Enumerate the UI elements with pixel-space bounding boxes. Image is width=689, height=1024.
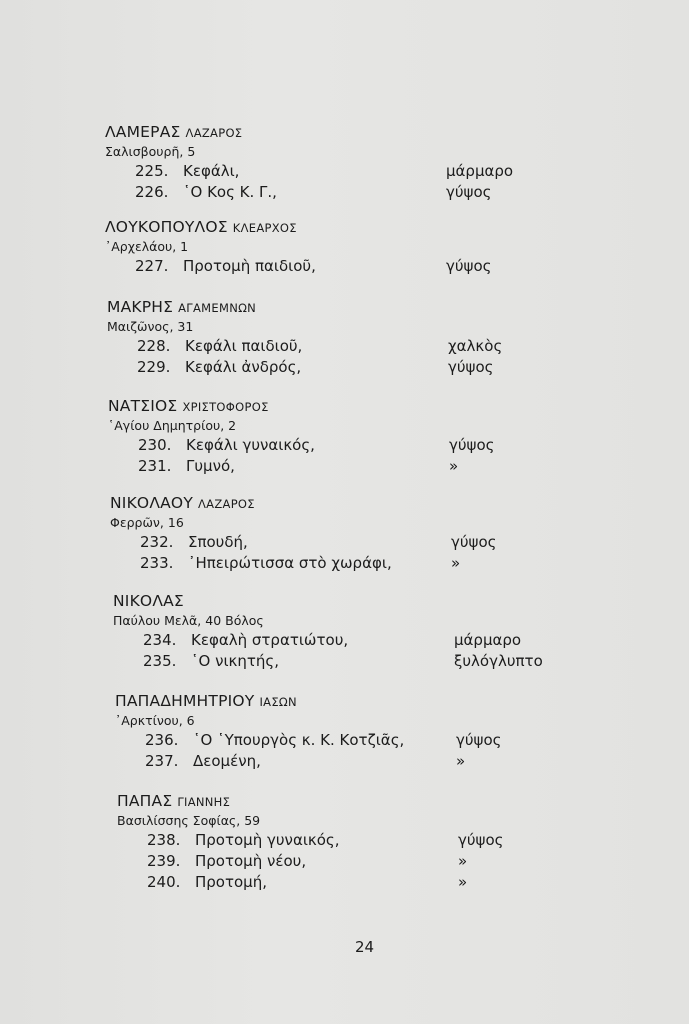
- artist-address: Φερρῶν, 16: [110, 515, 184, 530]
- artist-first-name: ΧΡΙΣΤΟΦΟΡΟΣ: [182, 400, 269, 414]
- artist-name: [105, 123, 585, 142]
- artist-surname: ΝΙΚΟΛΑΣ: [113, 592, 184, 610]
- artist-surname: ΝΙΚΟΛΑΟΥ: [110, 494, 194, 512]
- work-title: Γυμνό,: [186, 457, 235, 475]
- work-material: γύψος: [451, 533, 497, 551]
- artist-address: ᾿Αρχελάου, 1: [105, 239, 189, 254]
- catalog-entry: [117, 792, 597, 893]
- work-item: [115, 751, 595, 772]
- work-title: Κεφάλι γυναικός,: [186, 436, 315, 454]
- artist-name: [113, 592, 593, 611]
- artist-name: [115, 692, 595, 711]
- work-number: 235.: [143, 652, 177, 670]
- work-item: [108, 435, 588, 456]
- work-title: ῾Ο Κος Κ. Γ.,: [183, 183, 277, 201]
- work-material: μάρμαρο: [446, 162, 514, 180]
- work-item: [110, 532, 590, 553]
- catalog-entry: [105, 218, 585, 277]
- work-item: [113, 630, 593, 651]
- artist-address: Βασιλίσσης Σοφίας, 59: [117, 813, 261, 828]
- work-number: 230.: [138, 436, 172, 454]
- work-material: γύψος: [449, 436, 495, 454]
- artist-first-name: ΛΑΖΑΡΟΣ: [185, 126, 243, 140]
- work-number: 225.: [135, 162, 169, 180]
- artist-name: [117, 792, 597, 811]
- work-title: Δεομένη,: [193, 752, 261, 770]
- artist-surname: ΠΑΠΑΣ: [117, 792, 173, 810]
- work-number: 228.: [137, 337, 171, 355]
- work-material: »: [456, 752, 466, 770]
- artist-name: [105, 218, 585, 237]
- work-item: [105, 182, 585, 203]
- artist-surname: ΠΑΠΑΔΗΜΗΤΡΙΟΥ: [115, 692, 255, 710]
- work-number: 240.: [147, 873, 181, 891]
- artist-address: Μαιζῶνος, 31: [107, 319, 194, 334]
- work-title: ῾Ο ῾Υπουργὸς κ. Κ. Κοτζιᾶς,: [193, 731, 405, 749]
- work-item: [105, 161, 585, 182]
- catalog-entry: [107, 298, 587, 378]
- work-material: »: [458, 873, 468, 891]
- work-number: 234.: [143, 631, 177, 649]
- work-number: 238.: [147, 831, 181, 849]
- artist-surname: ΜΑΚΡΗΣ: [107, 298, 174, 316]
- work-number: 229.: [137, 358, 171, 376]
- work-title: Προτομὴ παιδιοῦ,: [183, 257, 316, 275]
- work-number: 236.: [145, 731, 179, 749]
- artist-name: [107, 298, 587, 317]
- work-item: [108, 456, 588, 477]
- work-item: [115, 730, 595, 751]
- artist-surname: ΝΑΤΣΙΟΣ: [108, 397, 178, 415]
- work-material: ξυλόγλυπτο: [454, 652, 543, 670]
- work-material: »: [458, 852, 468, 870]
- work-title: Κεφαλὴ στρατιώτου,: [191, 631, 349, 649]
- work-number: 239.: [147, 852, 181, 870]
- work-item: [113, 651, 593, 672]
- work-number: 231.: [138, 457, 172, 475]
- work-title: Προτομή,: [195, 873, 268, 891]
- work-number: 233.: [140, 554, 174, 572]
- work-material: »: [449, 457, 459, 475]
- work-number: 237.: [145, 752, 179, 770]
- artist-first-name: ΓΙΑΝΝΗΣ: [177, 795, 231, 809]
- work-title: ῾Ο νικητής,: [191, 652, 279, 670]
- work-item: [117, 851, 597, 872]
- page-number: 24: [355, 938, 375, 956]
- artist-address: Σαλισβουρῆ, 5: [105, 144, 196, 159]
- work-item: [117, 830, 597, 851]
- catalog-entry: [113, 592, 593, 672]
- work-item: [117, 872, 597, 893]
- work-number: 232.: [140, 533, 174, 551]
- work-item: [107, 336, 587, 357]
- work-material: γύψος: [446, 183, 492, 201]
- catalog-entry: [115, 692, 595, 772]
- artist-first-name: ΑΓΑΜΕΜΝΩΝ: [178, 301, 257, 315]
- work-material: χαλκὸς: [448, 337, 503, 355]
- work-item: [107, 357, 587, 378]
- work-number: 227.: [135, 257, 169, 275]
- work-number: 226.: [135, 183, 169, 201]
- artist-first-name: ΙΑΣΩΝ: [259, 695, 297, 709]
- catalog-entry: [108, 397, 588, 477]
- work-material: γύψος: [456, 731, 502, 749]
- artist-address: ᾿Αρκτίνου, 6: [115, 713, 195, 728]
- artist-surname: ΛΑΜΕΡΑΣ: [105, 123, 181, 141]
- work-material: γύψος: [448, 358, 494, 376]
- work-title: Προτομὴ νέου,: [195, 852, 307, 870]
- artist-address: Παύλου Μελᾶ, 40 Βόλος: [113, 613, 264, 628]
- artist-first-name: ΛΑΖΑΡΟΣ: [198, 497, 255, 511]
- work-title: Σπουδή,: [188, 533, 248, 551]
- artist-first-name: ΚΛΕΑΡΧΟΣ: [232, 221, 297, 235]
- work-item: [105, 256, 585, 277]
- work-material: μάρμαρο: [454, 631, 522, 649]
- work-title: ᾿Ηπειρώτισσα στὸ χωράφι,: [188, 554, 392, 572]
- artist-surname: ΛΟΥΚΟΠΟΥΛΟΣ: [105, 218, 228, 236]
- work-title: Κεφάλι,: [183, 162, 240, 180]
- catalog-entry: [105, 123, 585, 203]
- artist-name: [108, 397, 588, 416]
- artist-name: [110, 494, 590, 513]
- work-title: Κεφάλι παιδιοῦ,: [185, 337, 303, 355]
- work-material: »: [451, 554, 461, 572]
- work-material: γύψος: [458, 831, 504, 849]
- work-material: γύψος: [446, 257, 492, 275]
- work-title: Κεφάλι ἀνδρός,: [185, 358, 302, 376]
- work-title: Προτομὴ γυναικός,: [195, 831, 340, 849]
- catalog-entry: [110, 494, 590, 574]
- artist-address: ῾Αγίου Δημητρίου, 2: [108, 418, 237, 433]
- work-item: [110, 553, 590, 574]
